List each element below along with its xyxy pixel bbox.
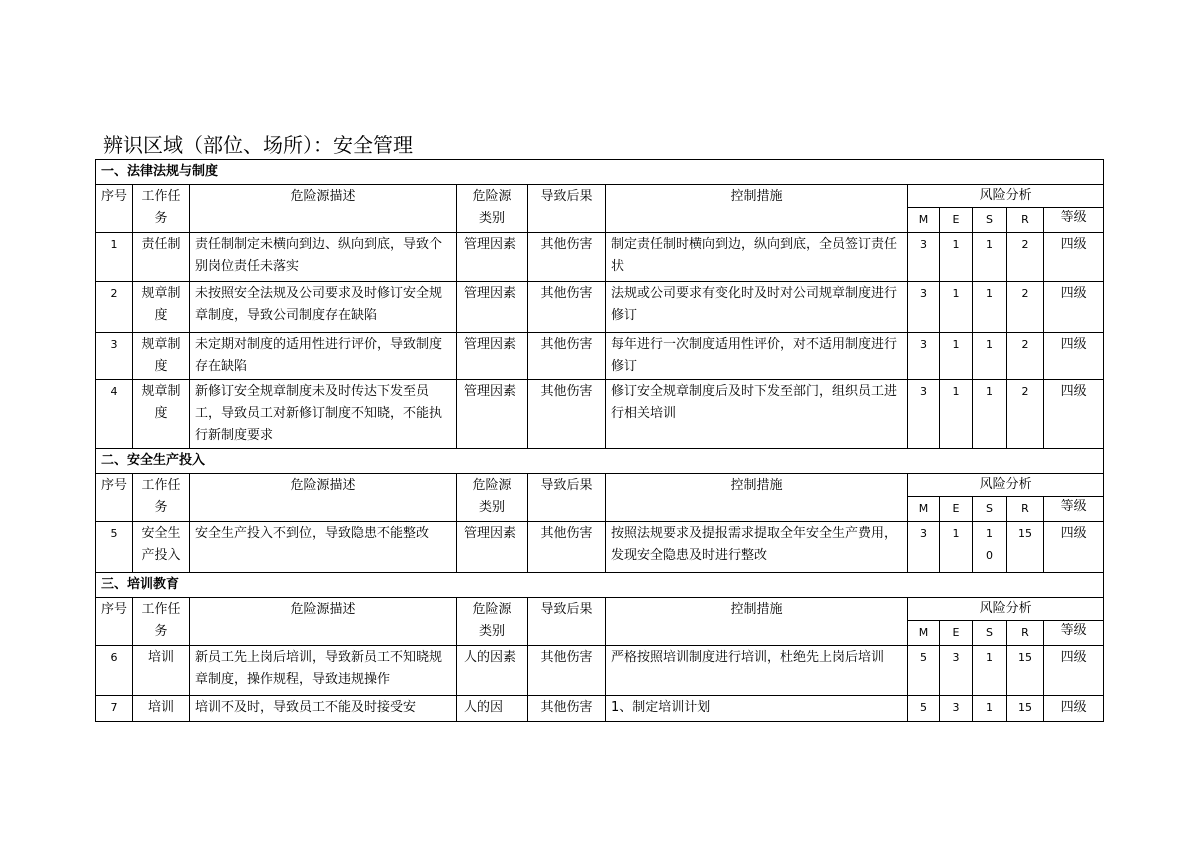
table-row — [96, 333, 1104, 380]
risk-r: 2 — [1007, 233, 1044, 282]
risk-s: 10 — [973, 522, 1007, 573]
hazard-description: 培训不及时，导致员工不能及时接受安 — [190, 696, 457, 722]
section-row — [96, 573, 1104, 598]
page-title: 辨识区域（部位、场所）：安全管理 — [103, 133, 413, 157]
section-title: 三、培训教育 — [96, 573, 1104, 598]
risk-r: 2 — [1007, 282, 1044, 333]
row-number: 4 — [96, 380, 133, 449]
risk-s: 1 — [973, 696, 1007, 722]
hazard-description: 未按照安全法规及公司要求及时修订安全规章制度，导致公司制度存在缺陷 — [190, 282, 457, 333]
hazard-description: 新员工先上岗后培训，导致新员工不知晓规章制度，操作规程，导致违规操作 — [190, 646, 457, 696]
table-body — [96, 160, 1104, 722]
risk-m: 3 — [908, 282, 940, 333]
control-measures: 法规或公司要求有变化时及时对公司规章制度进行修订 — [606, 282, 908, 333]
risk-e: 1 — [940, 333, 973, 380]
consequence: 其他伤害 — [528, 233, 606, 282]
consequence: 其他伤害 — [528, 696, 606, 722]
control-measures: 1、制定培训计划 — [606, 696, 908, 722]
header-measures: 控制措施 — [606, 598, 908, 646]
risk-r: 2 — [1007, 380, 1044, 449]
risk-s: 1 — [973, 380, 1007, 449]
header-seq: 序号 — [96, 474, 133, 522]
table-row — [96, 380, 1104, 449]
risk-level: 四级 — [1044, 646, 1104, 696]
risk-e: 1 — [940, 233, 973, 282]
row-number: 2 — [96, 282, 133, 333]
hazard-description: 安全生产投入不到位，导致隐患不能整改 — [190, 522, 457, 573]
risk-s: 1 — [973, 282, 1007, 333]
work-task: 安全生产投入 — [133, 522, 190, 573]
header-risk: 风险分析 — [908, 474, 1104, 497]
risk-level: 四级 — [1044, 333, 1104, 380]
control-measures: 每年进行一次制度适用性评价，对不适用制度进行修订 — [606, 333, 908, 380]
section-title: 二、安全生产投入 — [96, 449, 1104, 474]
risk-m: 3 — [908, 380, 940, 449]
header-level: 等级 — [1044, 208, 1104, 233]
work-task: 规章制度 — [133, 380, 190, 449]
row-number: 1 — [96, 233, 133, 282]
risk-e: 1 — [940, 522, 973, 573]
header-consequence: 导致后果 — [528, 185, 606, 233]
risk-level: 四级 — [1044, 282, 1104, 333]
header-r: R — [1007, 208, 1044, 233]
work-task: 培训 — [133, 696, 190, 722]
header-measures: 控制措施 — [606, 185, 908, 233]
hazard-type: 人的因 — [457, 696, 528, 722]
hazard-description: 责任制制定未横向到边、纵向到底，导致个别岗位责任未落实 — [190, 233, 457, 282]
work-task: 培训 — [133, 646, 190, 696]
risk-s: 1 — [973, 646, 1007, 696]
risk-r: 15 — [1007, 646, 1044, 696]
hazard-type: 管理因素 — [457, 380, 528, 449]
hazard-type: 管理因素 — [457, 333, 528, 380]
header-r: R — [1007, 621, 1044, 646]
risk-e: 1 — [940, 380, 973, 449]
header-r: R — [1007, 497, 1044, 522]
risk-assessment-table — [95, 159, 1104, 722]
control-measures: 严格按照培训制度进行培训，杜绝先上岗后培训 — [606, 646, 908, 696]
header-type: 危险源类别 — [457, 185, 528, 233]
header-task: 工作任务 — [133, 185, 190, 233]
risk-level: 四级 — [1044, 380, 1104, 449]
header-level: 等级 — [1044, 621, 1104, 646]
row-number: 7 — [96, 696, 133, 722]
header-e: E — [940, 497, 973, 522]
risk-m: 5 — [908, 696, 940, 722]
header-m: M — [908, 497, 940, 522]
risk-level: 四级 — [1044, 522, 1104, 573]
header-type: 危险源类别 — [457, 474, 528, 522]
risk-m: 3 — [908, 233, 940, 282]
hazard-type: 管理因素 — [457, 233, 528, 282]
consequence: 其他伤害 — [528, 380, 606, 449]
hazard-type: 管理因素 — [457, 522, 528, 573]
risk-r: 2 — [1007, 333, 1044, 380]
header-row — [96, 598, 1104, 621]
hazard-type: 人的因素 — [457, 646, 528, 696]
control-measures: 修订安全规章制度后及时下发至部门，组织员工进行相关培训 — [606, 380, 908, 449]
header-e: E — [940, 621, 973, 646]
row-number: 6 — [96, 646, 133, 696]
header-m: M — [908, 208, 940, 233]
risk-m: 5 — [908, 646, 940, 696]
header-row — [96, 185, 1104, 208]
work-task: 责任制 — [133, 233, 190, 282]
risk-r: 15 — [1007, 696, 1044, 722]
table-row — [96, 522, 1104, 573]
hazard-description: 未定期对制度的适用性进行评价，导致制度存在缺陷 — [190, 333, 457, 380]
risk-level: 四级 — [1044, 696, 1104, 722]
work-task: 规章制度 — [133, 333, 190, 380]
control-measures: 制定责任制时横向到边，纵向到底，全员签订责任状 — [606, 233, 908, 282]
header-task: 工作任务 — [133, 598, 190, 646]
header-task: 工作任务 — [133, 474, 190, 522]
risk-m: 3 — [908, 333, 940, 380]
consequence: 其他伤害 — [528, 522, 606, 573]
risk-r: 15 — [1007, 522, 1044, 573]
row-number: 3 — [96, 333, 133, 380]
header-consequence: 导致后果 — [528, 474, 606, 522]
row-number: 5 — [96, 522, 133, 573]
section-row — [96, 160, 1104, 185]
consequence: 其他伤害 — [528, 646, 606, 696]
header-consequence: 导致后果 — [528, 598, 606, 646]
header-seq: 序号 — [96, 598, 133, 646]
consequence: 其他伤害 — [528, 333, 606, 380]
risk-m: 3 — [908, 522, 940, 573]
control-measures: 按照法规要求及提报需求提取全年安全生产费用，发现安全隐患及时进行整改 — [606, 522, 908, 573]
header-s: S — [973, 497, 1007, 522]
hazard-type: 管理因素 — [457, 282, 528, 333]
header-type: 危险源类别 — [457, 598, 528, 646]
section-title: 一、法律法规与制度 — [96, 160, 1104, 185]
header-level: 等级 — [1044, 497, 1104, 522]
header-risk: 风险分析 — [908, 185, 1104, 208]
consequence: 其他伤害 — [528, 282, 606, 333]
header-risk: 风险分析 — [908, 598, 1104, 621]
header-s: S — [973, 621, 1007, 646]
risk-s: 1 — [973, 333, 1007, 380]
risk-e: 3 — [940, 646, 973, 696]
header-measures: 控制措施 — [606, 474, 908, 522]
table-row — [96, 646, 1104, 696]
header-e: E — [940, 208, 973, 233]
hazard-description: 新修订安全规章制度未及时传达下发至员工，导致员工对新修订制度不知晓，不能执行新制度要求 — [190, 380, 457, 449]
risk-e: 3 — [940, 696, 973, 722]
header-seq: 序号 — [96, 185, 133, 233]
header-s: S — [973, 208, 1007, 233]
header-row — [96, 474, 1104, 497]
header-hazard: 危险源描述 — [190, 598, 457, 646]
header-hazard: 危险源描述 — [190, 185, 457, 233]
table-row — [96, 233, 1104, 282]
risk-e: 1 — [940, 282, 973, 333]
table-row — [96, 282, 1104, 333]
work-task: 规章制度 — [133, 282, 190, 333]
risk-s: 1 — [973, 233, 1007, 282]
header-m: M — [908, 621, 940, 646]
table-row — [96, 696, 1104, 722]
header-hazard: 危险源描述 — [190, 474, 457, 522]
section-row — [96, 449, 1104, 474]
risk-level: 四级 — [1044, 233, 1104, 282]
